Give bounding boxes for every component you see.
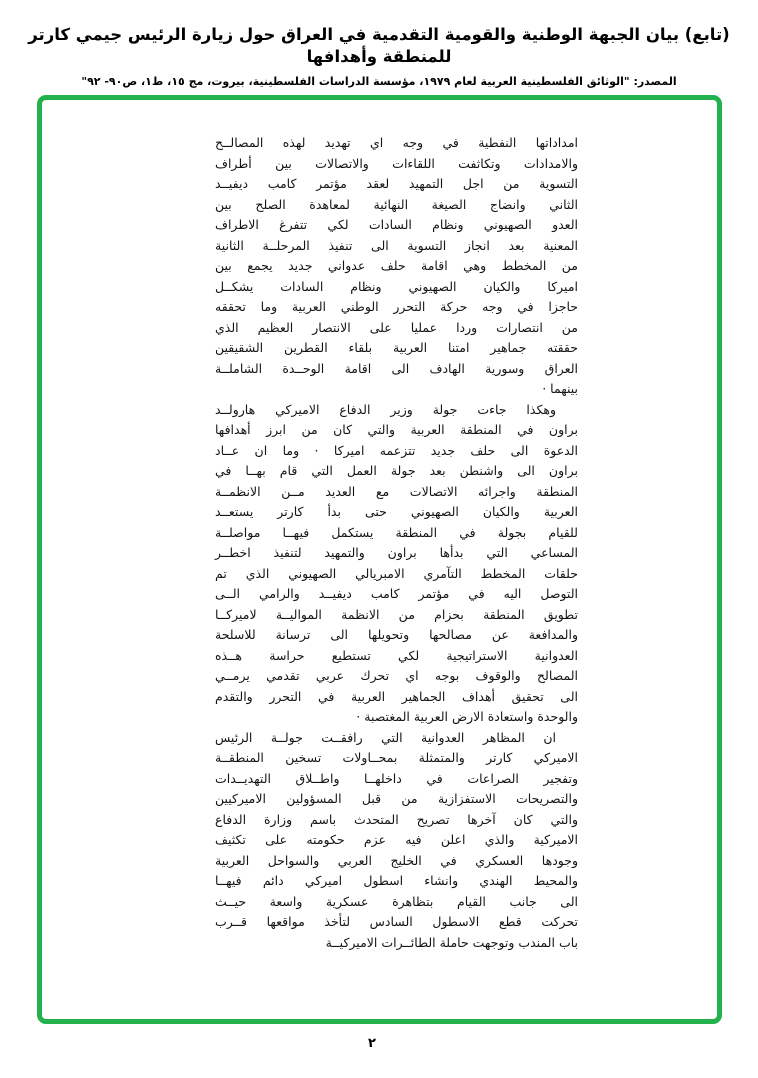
text-line: العربية والكيان الصهيوني حتى بدأ كارتر يستعــد [215,504,578,519]
text-line: العدوانية الاستراتيجية لكي تستطيع حراسة هــذه [215,647,578,663]
text-line: الى تحقيق أهداف الجماهير العربية في التحرر والتقدم [215,688,578,704]
text-line: وجودها العسكري في الخليج العربي والسواحل العربية [215,852,578,868]
text-line: الاميركي كارتر والمتمثلة بمحــاولات تسخين المنطقــة [215,750,578,765]
text-line: والوحدة واستعادة الارض العربية المغتصبة · [356,709,578,724]
text-line: المساعي التي بدأها براون والتمهيد لتنفيذ اخطــر [215,545,578,560]
text-line: والتي كان آخرها تصريح المتحدث باسم وزارة الدفاع [215,811,578,827]
text-line: امداداتها النفطية في وجه اي تهديد لهذه المصالــح [215,135,578,150]
document-title: (تابع) بيان الجبهة الوطنية والقومية التقدمية في العراق حول زيارة الرئيس جيمي كارتر للمنطقة وأهدافها [28,25,730,66]
text-line: المعنية بعد انجاز التسوية الى تنفيذ المرحلــة الثانية [215,237,578,253]
text-line: الثاني وانضاج الصيغة النهائية لمعاهدة الصلح بين [215,196,578,212]
text-line: التوصل اليه في مؤتمر كامب ديفيــد والرامي الــى [215,586,578,601]
text-line: وتفجير الصراعات في داخلهــا واطــلاق التهديــدات [215,770,578,786]
text-line: حلقات المخطط التآمري الامبريالي الصهيوني الذي تم [215,565,578,581]
text-line: التسوية من اجل التمهيد لعقد مؤتمر كامب ديفيــد [215,176,578,191]
text-line: الدعوة الى حلف جديد تتزعمه اميركا · وما ان عــاد [215,442,578,458]
text-line: بينهما · [542,381,578,396]
text-line: الاميركية والذي اعلن فيه عزم حكومته على تكثيف [215,832,578,847]
text-line: باب المندب وتوجهت حاملة الطائــرات الاميركيــة [325,934,578,950]
text-line: العراق وسورية الهادف الى اقامة الوحــدة الشاملــة [215,360,578,376]
source-line: المصدر: "الوثائق الفلسطينية العربية لعام ١٩٧٩، مؤسسة الدراسات الفلسطينية، بيروت، مج ١٥، ط١، ص٩٠- ٩٢" [81,75,677,88]
text-line: تطويق المنطقة بحزام من الانظمة المواليــة لاميركــا [215,606,578,622]
text-line: والمدافعة عن مصالحها وتحويلها الى ترسانة للاسلحة [215,627,578,642]
text-line: العدو الصهيوني ونظام السادات لكي تتفرغ الاطراف [215,217,578,232]
text-line: حققته جماهير امتنا العربية بلقاء القطرين الشقيقين [215,340,578,355]
text-line: والمحيط الهندي وانشاء اسطول اميركي دائم فيهــا [215,873,578,888]
text-line: ان المظاهر العدوانية التي رافقــت جولــة الرئيس [215,729,556,745]
text-line: براون في المنطقة العربية والتي كان من ابرز أهدافها [215,422,578,437]
page-number: ٢ [368,1036,376,1051]
text-line: تحركت قطع الاسطول السادس لتأخذ مواقعها قــرب [215,914,578,929]
text-line: من انتصارات وردا عمليا على الانتصار العظيم الذي [215,319,578,335]
text-line: وهكذا جاءت جولة وزير الدفاع الاميركي هارولــد [215,401,556,417]
text-line: حاجزا في وجه حركة التحرر الوطني العربية وما تحققه [215,299,578,314]
content-frame [37,95,722,1024]
text-line: من المخطط وهي اقامة حلف عدواني جديد يجمع بين [215,258,578,273]
text-line: الى جانب القيام بتظاهرة عسكرية واسعة حيــث [215,893,578,909]
document-header [0,24,758,88]
text-line: المنطقة واجرائه الاتصالات مع العديد مــن الانظمــة [215,483,578,499]
text-line: والامدادات وتكاثفت اللقاءات والاتصالات بين أطراف [215,155,578,171]
text-line: براون الى واشنطن بعد جولة العمل التي قام بهــا في [215,463,578,478]
text-line: للقيام بجولة في المنطقة يستكمل فيهــا مواصلــة [215,524,578,540]
text-line: والتصريحات الاستفزازية من قبل المسؤولين الاميركيين [215,791,578,806]
text-line: المصالح والوقوف بوجه اي تحرك عربي تقدمي يرمــي [215,668,578,683]
text-line: اميركا والكيان الصهيوني ونظام السادات يشكــل [215,278,578,294]
body-text [215,133,578,953]
